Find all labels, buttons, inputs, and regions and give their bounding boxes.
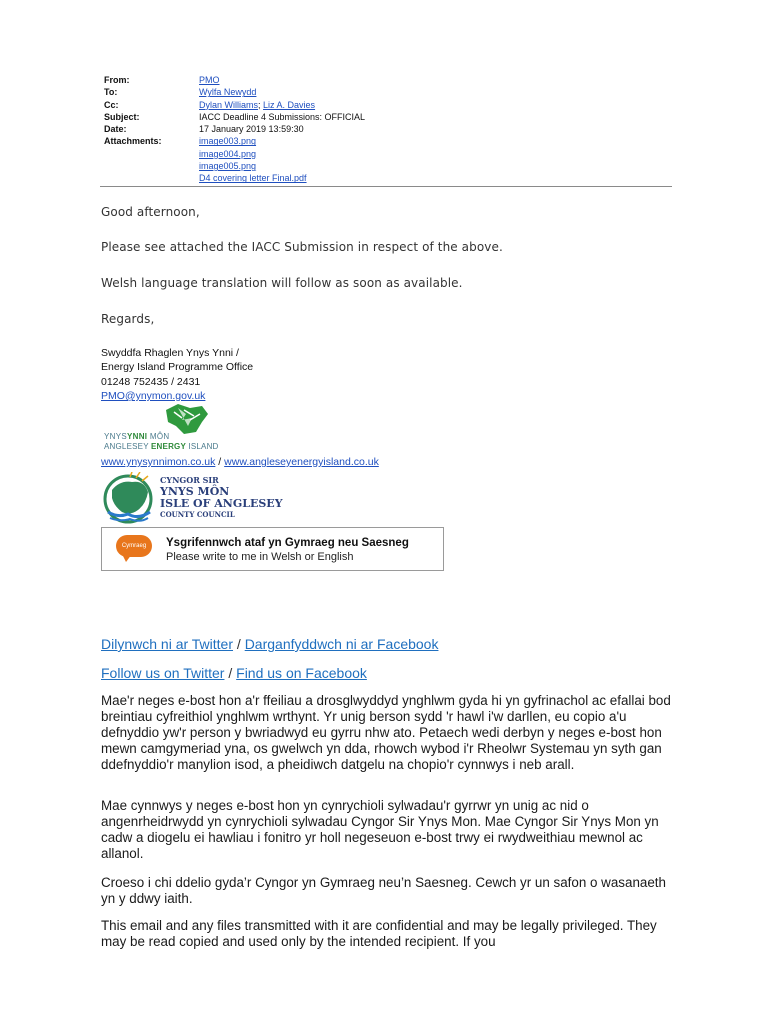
energy-island-logo xyxy=(104,404,226,452)
disclaimer-welsh-3: Croeso i chi ddelio gyda’r Cyngor yn Gymraeg neu’n Saesneg. Cewch yr un safon o wasanaeth yn y ddwy iaith. xyxy=(101,875,666,906)
social-separator: / xyxy=(233,636,245,652)
attachments-list xyxy=(199,135,307,184)
social-links-english xyxy=(101,665,367,681)
attachment-link[interactable]: D4 covering letter Final.pdf xyxy=(199,173,307,184)
cc-label: Cc: xyxy=(104,99,119,110)
council-line-3: ISLE OF ANGLESEY xyxy=(160,497,283,510)
energy-island-mark-icon xyxy=(104,404,226,434)
ynysynnimon-link[interactable]: www.ynysynnimon.co.uk xyxy=(101,456,216,468)
date-label: Date: xyxy=(104,124,127,135)
to-value-link[interactable]: Wylfa Newydd xyxy=(199,87,257,98)
weblinks-separator: / xyxy=(215,456,225,468)
disclaimer-welsh-2: Mae cynnwys y neges e-bost hon yn cynrychioli sylwadau'r gyrrwr yn unig ac nid o angenrheidrwydd yn cynrychioli sylwadau Cyngor Sir Ynys Mon. Mae Cyngor Sir Ynys Mon yn cadw a diogelu ei hawliau i fonitro yr holl negeseuon e-bost trwy ei rwydweithiau mewnol ac allanol. xyxy=(101,798,659,861)
header-divider xyxy=(100,186,672,187)
welsh-twitter-link[interactable]: Dilynwch ni ar Twitter xyxy=(101,636,234,652)
to-label: To: xyxy=(104,87,118,98)
welsh-banner-line-1: Ysgrifennwch ataf yn Gymraeg neu Saesneg xyxy=(166,537,409,549)
energy-logo-line-2: ANGLESEY ENERGY ISLAND xyxy=(104,442,219,451)
email-header xyxy=(104,74,365,185)
attachments-label: Attachments: xyxy=(104,136,162,147)
body-line-1: Please see attached the IACC Submission in respect of the above. xyxy=(101,240,503,254)
subject-value: IACC Deadline 4 Submissions: OFFICIAL xyxy=(199,111,366,122)
body-line-2: Welsh language translation will follow as soon as available. xyxy=(101,276,463,290)
cymraeg-speech-bubble-icon: Cymraeg xyxy=(116,535,152,557)
office-welsh: Swyddfa Rhaglen Ynys Ynni / xyxy=(101,347,239,359)
cc-value-link-2[interactable]: Liz A. Davies xyxy=(263,99,316,110)
closing: Regards, xyxy=(101,312,155,326)
attachment-link[interactable]: image003.png xyxy=(199,136,257,147)
english-facebook-link[interactable]: Find us on Facebook xyxy=(236,665,367,681)
cc-values xyxy=(199,99,315,111)
from-value-link[interactable]: PMO xyxy=(199,75,220,85)
disclaimer-welsh-1: Mae'r neges e-bost hon a'r ffeiliau a drosglwyddyd ynghlwm gyda hi yn gyfrinachol ac efallai bod breintiau cyfreithiol ynghlwm wrthynt. Yr unig berson sydd 'r hawl i'w darllen, eu copio a'u defnyddio yw'r person y bwriadwyd eu gyrru nhw ato. Petaech wedi derbyn y neges e-bost hon mewn camgymeriad yna, os gwelwch yn dda, rhowch wybod i'r Rheolwr Systemau yn syth gan ddefnyddio'r manylion isod, a pheidiwch datgelu na chopio'r cynnwys i neb arall. xyxy=(101,693,671,772)
subject-row xyxy=(104,111,365,123)
council-line-2: YNYS MÔN xyxy=(160,485,230,498)
web-links xyxy=(101,456,379,468)
subject-label: Subject: xyxy=(104,111,140,122)
phone: 01248 752435 / 2431 xyxy=(101,375,201,388)
council-line-4: COUNTY COUNCIL xyxy=(160,510,235,519)
from-label: From: xyxy=(104,75,130,85)
disclaimer-english: This email and any files transmitted with it are confidential and may be legally privileged. They may be read copied and used only by the intended recipient. If you xyxy=(101,918,657,949)
office-english: Energy Island Programme Office xyxy=(101,361,254,374)
anglesey-map-icon xyxy=(102,472,158,524)
cc-value-link-1[interactable]: Dylan Williams xyxy=(199,99,259,110)
email-link[interactable]: PMO@ynymon.gov.uk xyxy=(101,389,206,402)
council-line-1: CYNGOR SIR xyxy=(160,475,219,485)
social-links-welsh xyxy=(101,636,438,652)
welsh-facebook-link[interactable]: Darganfyddwch ni ar Facebook xyxy=(244,636,439,652)
date-value: 17 January 2019 13:59:30 xyxy=(199,124,304,135)
cc-row xyxy=(104,99,365,111)
welsh-language-banner xyxy=(101,527,444,571)
attachment-link[interactable]: image004.png xyxy=(199,148,257,159)
council-logo xyxy=(102,472,302,524)
english-twitter-link[interactable]: Follow us on Twitter xyxy=(101,665,225,681)
attachments-row xyxy=(104,135,365,184)
welsh-banner-line-2: Please write to me in Welsh or English xyxy=(166,551,354,563)
date-row xyxy=(104,123,365,135)
attachment-link[interactable]: image005.png xyxy=(199,161,257,172)
energy-logo-line-1: YNYSYNNI MÔN xyxy=(104,432,170,441)
social-separator: / xyxy=(224,665,237,681)
to-row xyxy=(104,86,365,98)
cc-separator: ; xyxy=(258,99,264,110)
signature xyxy=(101,346,253,403)
greeting: Good afternoon, xyxy=(101,205,200,219)
speech-bubble-tail xyxy=(122,554,132,562)
anglesey-energy-island-link[interactable]: www.angleseyenergyisland.co.uk xyxy=(224,456,379,468)
from-row xyxy=(104,74,365,86)
